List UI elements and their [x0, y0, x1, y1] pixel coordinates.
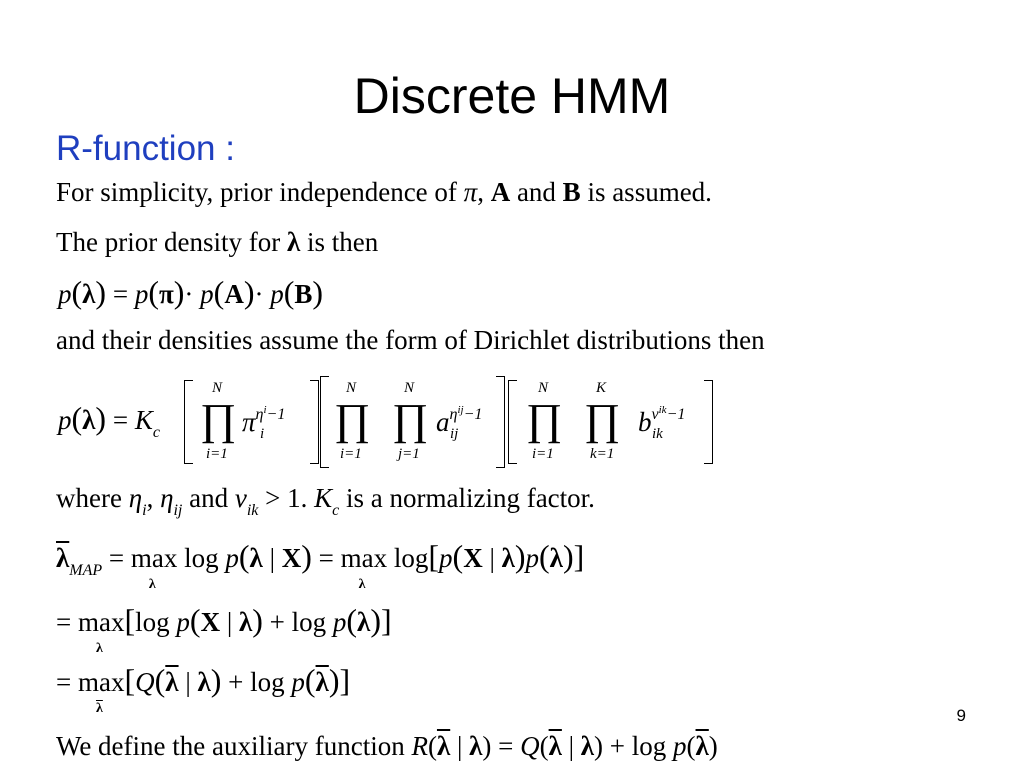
- equation-map-estimate: $\overline{\lambda}_{MAP} = \max$ λ log p(λ | X) = max λ log[p(X | λ)p(λ)]: [56, 538, 585, 592]
- page-number: 9: [956, 706, 966, 725]
- subtitle: R-function :: [56, 129, 235, 168]
- text-line-prior-independence: For simplicity, prior independence of π, A and B is assumed.: [56, 177, 712, 207]
- equation-map-log-sum: = max λ [log p(X | λ) + log p(λ)]: [56, 602, 392, 656]
- equation-prior-factorization: p(λ) = p(π)· p(A)· p(B): [58, 274, 324, 310]
- text-line-where-normalizing: where $\eta_i$, $\eta_{ij}$ and $\nu_{ik} > 1$. $K_c$ is a normalizing factor.: [56, 483, 595, 519]
- slide-title: Discrete HMM: [353, 68, 671, 124]
- equation-dirichlet-prior: $p(\lambda) = K_c$ N ∏ i=1 $\pi^{\eta^i-1}$ i N ∏ i=1 N ∏ j=1 $a^{\eta^{ij}-1}$ ij N ∏ i=1 K ∏ k=1 $b^{\nu^{ik}-1}$ ik: [56, 372, 756, 472]
- equation-map-q-function: = max $\overline{\lambda}$ [$Q(\overline{\lambda}$ | $\lambda) + \log p(\overline{\lambda})$]: [56, 662, 351, 716]
- text-line-auxiliary-function: We define the auxiliary function $R(\overline{\lambda}$ | $\lambda) = Q(\overline{\lambda}$ | $\lambda) + \log p(\overline{\lambda})$: [56, 731, 718, 761]
- text-line-dirichlet: and their densities assume the form of Dirichlet distributions then: [56, 325, 765, 355]
- text-line-prior-density: The prior density for λ is then: [56, 227, 379, 257]
